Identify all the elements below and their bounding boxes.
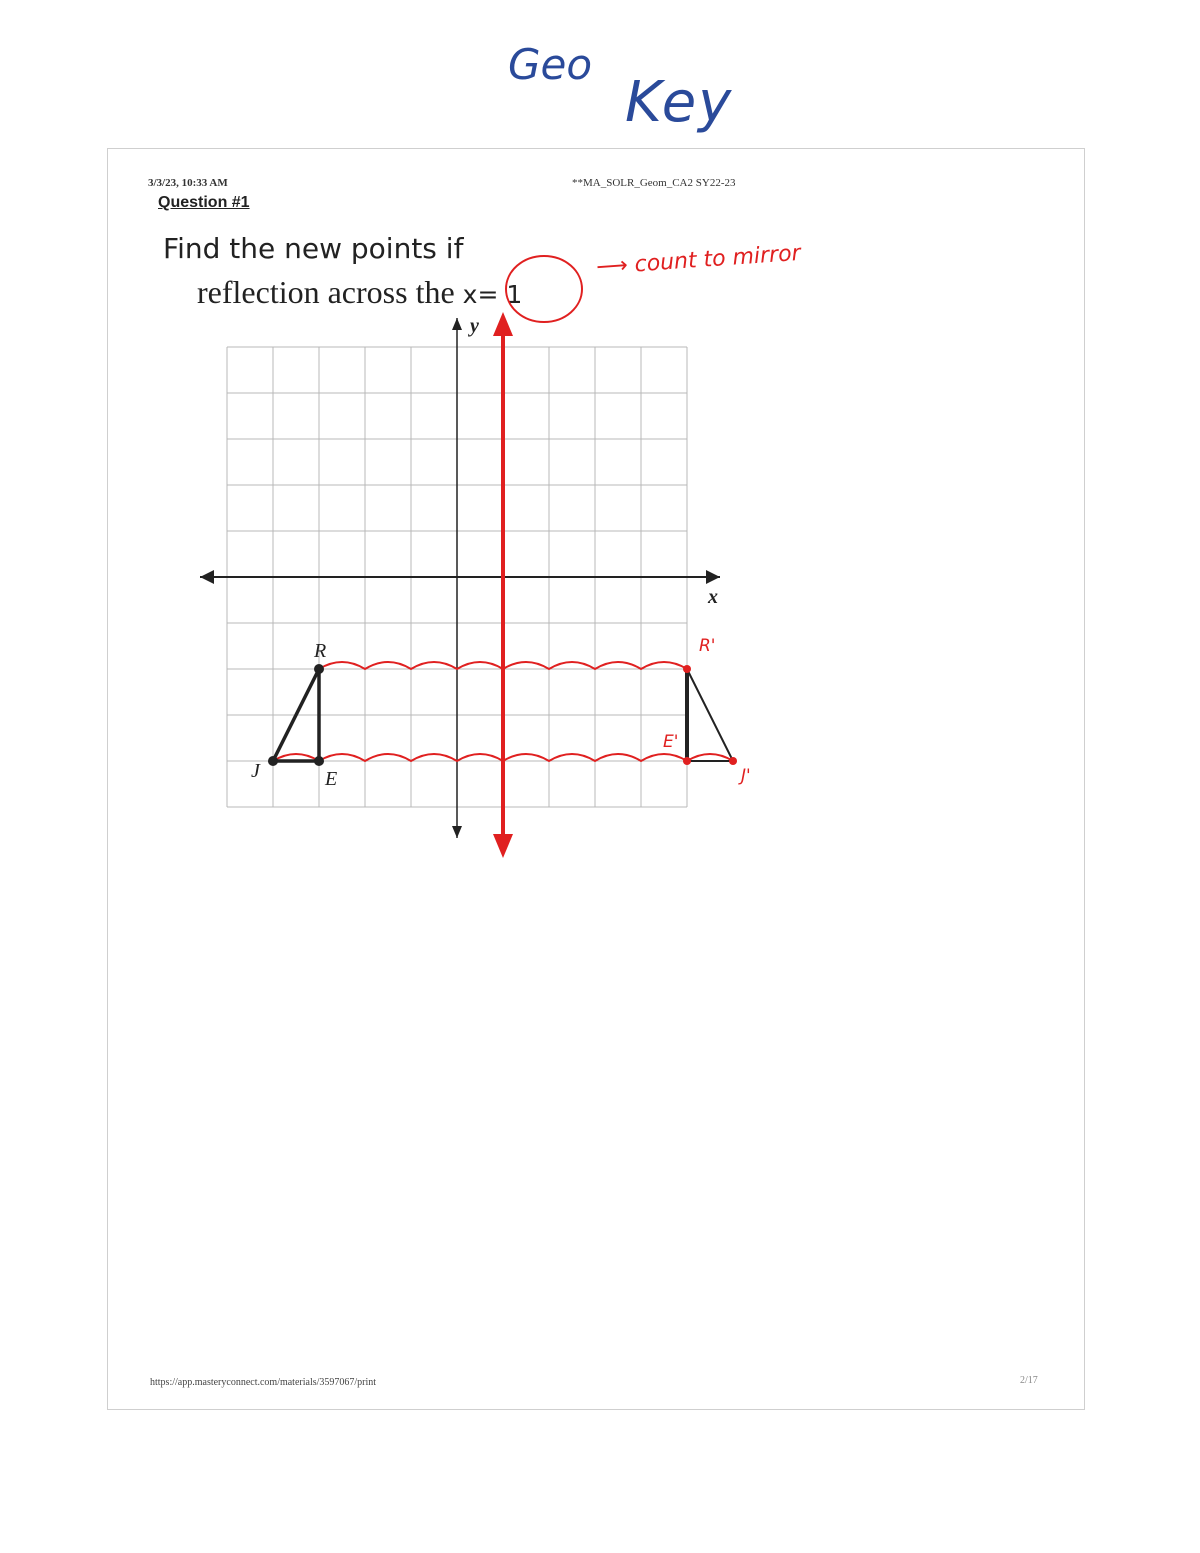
handwritten-key: Key [625, 70, 734, 135]
y-axis-arrow-up-icon [452, 318, 462, 330]
image-label-J': J' [741, 766, 751, 786]
prompt-text: reflection across the [197, 274, 455, 310]
image-point-R' [683, 665, 691, 673]
page-number: 2/17 [1020, 1375, 1038, 1386]
print-timestamp: 3/3/23, 10:33 AM [148, 177, 228, 189]
handwritten-geo: Geo [508, 40, 593, 89]
triangle-R'E'J' [687, 669, 733, 761]
y-axis-arrow-down-icon [452, 826, 462, 838]
point-E [314, 756, 324, 766]
label-E: E [325, 768, 338, 790]
equation-circle [506, 256, 582, 322]
mirror-arrow-up-icon [493, 312, 513, 336]
point-J [268, 756, 278, 766]
x-axis-arrow-right-icon [706, 570, 720, 584]
label-J: J [251, 760, 260, 782]
marks [251, 256, 751, 858]
arrow-right-icon: ⟶ [595, 252, 629, 281]
question-prompt-line1: Find the new points if [163, 232, 464, 265]
x-axis-label: x [708, 586, 718, 608]
footer-url: https://app.masteryconnect.com/materials/3597067/print [150, 1377, 377, 1388]
image-label-R': R' [699, 636, 716, 656]
question-label: Question #1 [158, 194, 250, 211]
note-text: count to mirror [633, 240, 802, 278]
image-point-E' [683, 757, 691, 765]
y-axis-label: y [470, 315, 479, 337]
label-R: R [314, 640, 327, 662]
mirror-arrow-down-icon [493, 834, 513, 858]
point-R [314, 664, 324, 674]
image-label-E': E' [663, 732, 679, 752]
document-code: **MA_SOLR_Geom_CA2 SY22-23 [572, 177, 736, 189]
image-point-J' [729, 757, 737, 765]
x-axis-arrow-left-icon [200, 570, 214, 584]
equation: x= 1 [462, 280, 523, 309]
